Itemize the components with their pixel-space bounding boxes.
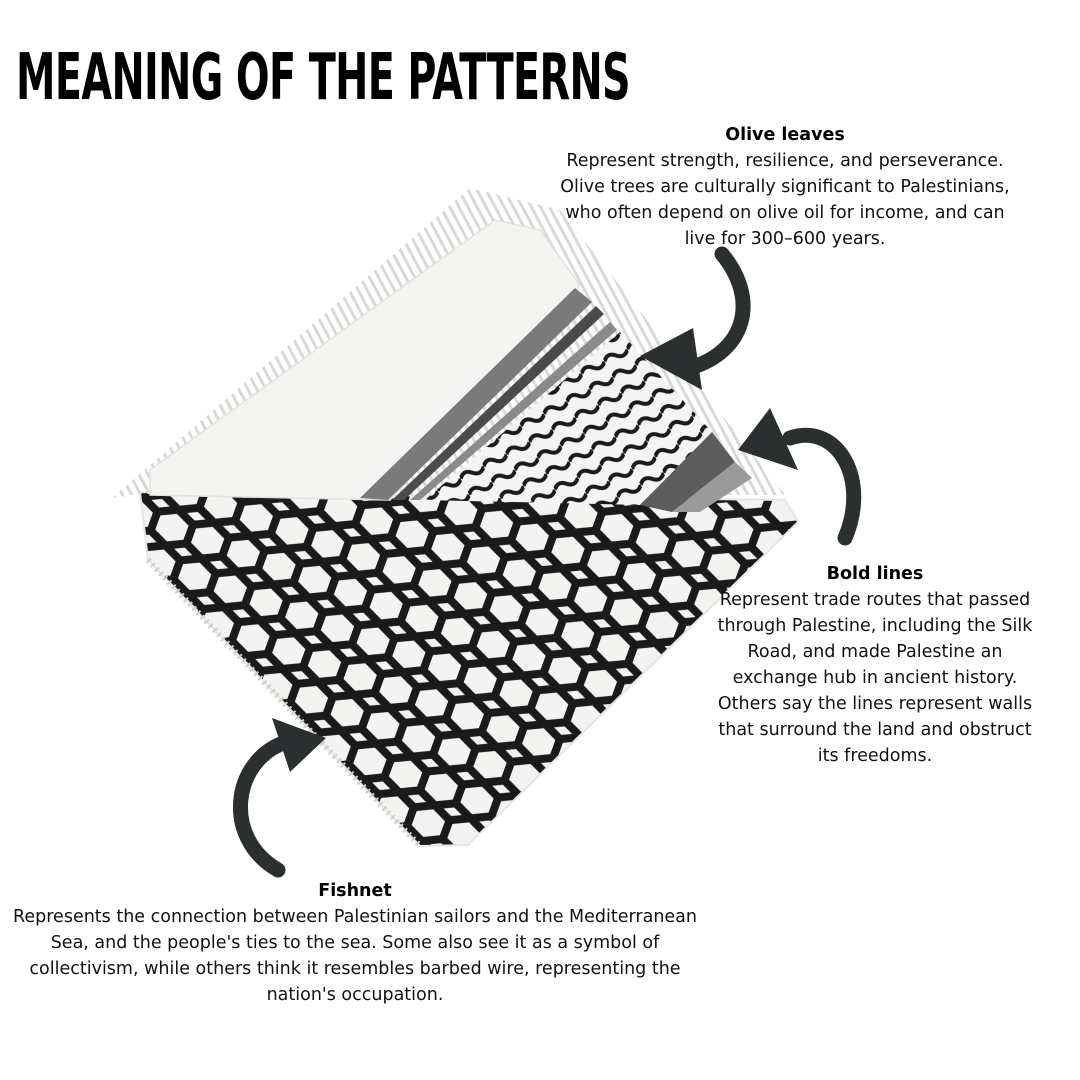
annotation-fishnet [10, 878, 700, 1008]
annotation-bold-lines-heading: Bold lines [826, 564, 924, 584]
annotation-olive-leaves-heading: Olive leaves [725, 125, 845, 145]
annotation-bold-lines-body: Represent trade routes that passed through Palestine, including the Silk Road, and made Palestine an exchange hub in ancient history. Others say the lines represent walls that surround the land and obstruct its freedoms. [717, 590, 1033, 766]
page-title: MEANING OF THE PATTERNS [16, 41, 631, 115]
annotation-olive-leaves [550, 122, 1020, 252]
annotation-olive-leaves-body: Represent strength, resilience, and perseverance. Olive trees are culturally significant to Palestinians, who often depend on olive oil for income, and can live for 300–600 years. [560, 151, 1010, 249]
annotation-fishnet-heading: Fishnet [318, 881, 392, 901]
annotation-bold-lines [715, 561, 1035, 769]
annotation-fishnet-body: Represents the connection between Palestinian sailors and the Mediterranean Sea, and the people's ties to the sea. Some also see it as a symbol of collectivism, while others think it resembles barbed wire, representing the nation's occupation. [13, 907, 697, 1005]
